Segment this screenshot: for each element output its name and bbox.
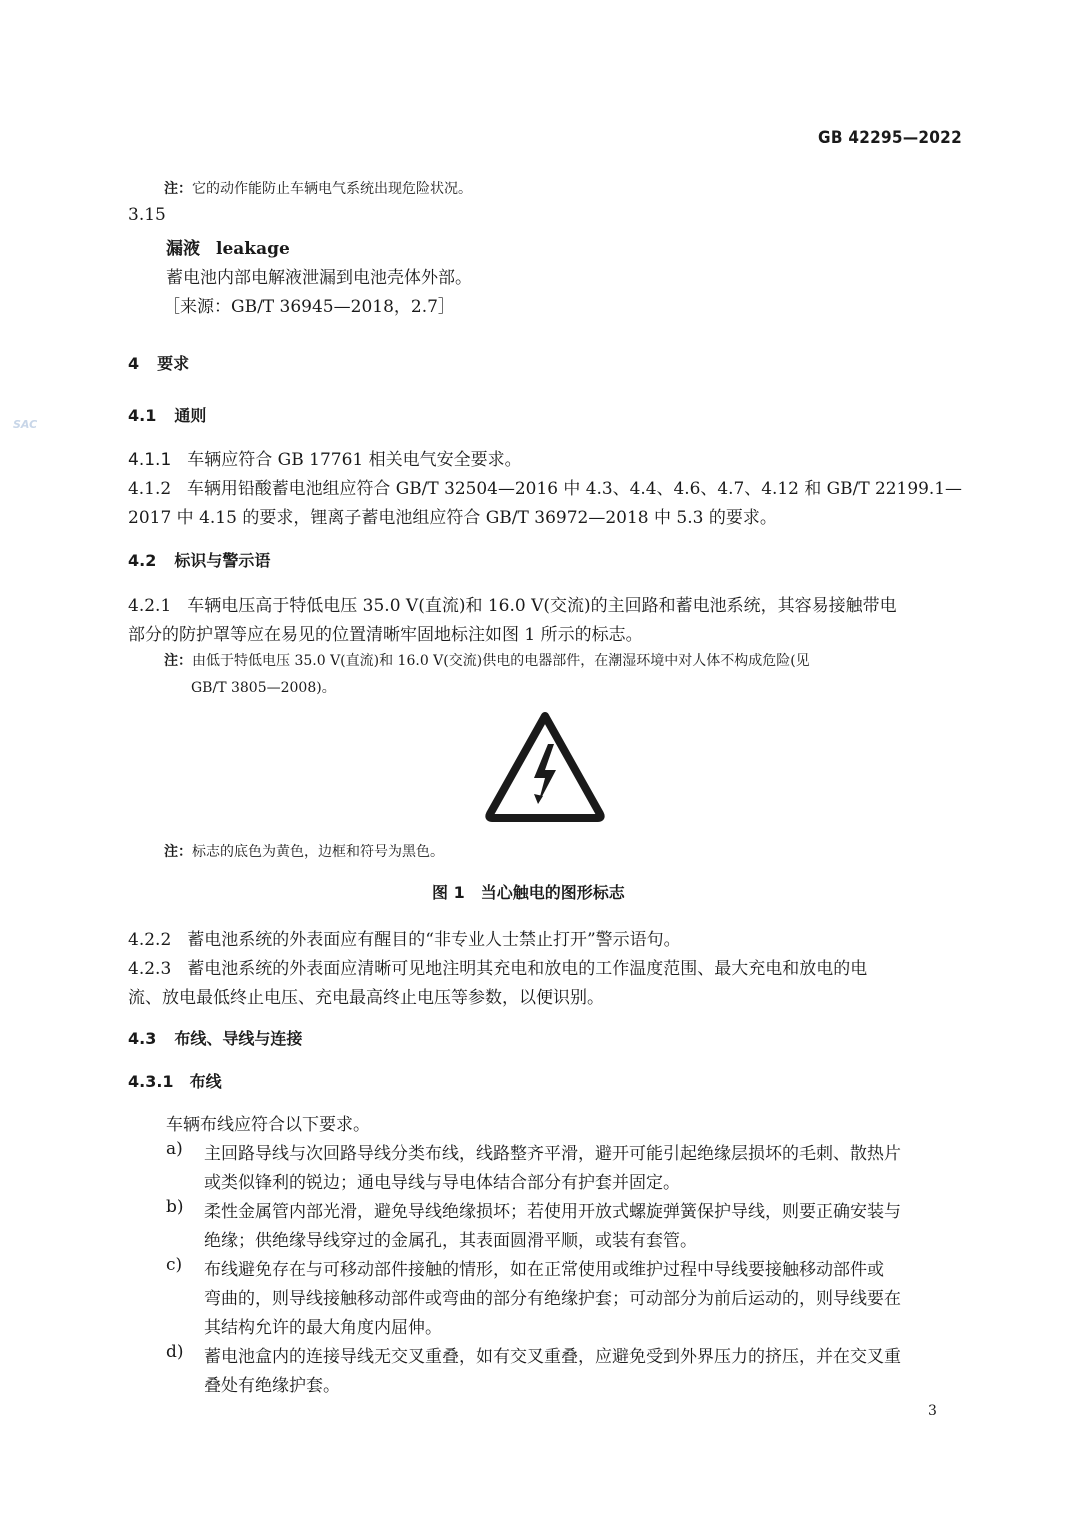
note-text: 它的动作能防止车辆电气系统出现危险状况。 [192, 181, 472, 197]
clause-4-2-3-line1 [128, 954, 867, 979]
clause-text: 车辆电压高于特低电压 35.0 V(直流)和 16.0 V(交流)的主回路和蓄电池系统，其容易接触带电 [187, 596, 897, 616]
clause-number: 4.1.2 [128, 479, 172, 499]
note-label: 注： [164, 844, 192, 860]
section-number: 4.3.1 [128, 1072, 174, 1091]
list-item-line: 弯曲的，则导线接触移动部件或弯曲的部分有绝缘护套；可动部分为前后运动的，则导线要在 [204, 1289, 901, 1309]
section-title: 通则 [174, 406, 207, 425]
section-4-3-heading [128, 1026, 302, 1049]
note-label: 注： [164, 181, 192, 197]
list-item-line: 或类似锋利的锐边；通电导线与导电体结合部分有护套并固定。 [204, 1173, 680, 1193]
clause-4-2-2 [128, 925, 681, 950]
note-3-14 [164, 178, 472, 198]
list-item-line: 叠处有绝缘护套。 [204, 1376, 340, 1396]
standard-code: GB 42295—2022 [818, 128, 962, 148]
term-definition: 蓄电池内部电解液泄漏到电池壳体外部。 [166, 268, 472, 288]
clause-4-2-3-line2: 流、放电最低终止电压、充电最高终止电压等参数，以便识别。 [128, 988, 604, 1008]
section-4-3-1-heading [128, 1069, 222, 1092]
wiring-intro: 车辆布线应符合以下要求。 [166, 1115, 370, 1135]
clause-number: 4.2.3 [128, 959, 172, 979]
section-4-1-heading [128, 403, 206, 426]
section-number: 4.1 [128, 406, 157, 425]
page-number: 3 [928, 1403, 937, 1419]
figure-note [164, 841, 444, 861]
clause-number: 4.2.1 [128, 596, 172, 616]
clause-text: 车辆用铅酸蓄电池组应符合 GB/T 32504—2016 中 4.3、4.4、4.6、4.7、4.12 和 GB/T 22199.1— [187, 479, 963, 499]
clause-4-2-1-line2: 部分的防护罩等应在易见的位置清晰牢固地标注如图 1 所示的标志。 [128, 625, 643, 645]
section-title: 布线 [189, 1072, 222, 1091]
note-4-2-1-line2: GB/T 3805—2008)。 [191, 680, 336, 696]
section-title: 布线、导线与连接 [174, 1029, 303, 1048]
section-4-2-heading [128, 548, 270, 571]
term-title [166, 234, 290, 259]
section-4-heading [128, 351, 189, 374]
section-number: 4.3 [128, 1029, 157, 1048]
list-item-line: 蓄电池盒内的连接导线无交叉重叠，如有交叉重叠，应避免受到外界压力的挤压，并在交叉重 [204, 1347, 901, 1367]
note-text: 由低于特低电压 35.0 V(直流)和 16.0 V(交流)供电的电器部件，在潮湿环境中对人体不构成危险(见 [192, 653, 810, 669]
clause-4-2-1-line1 [128, 591, 897, 616]
section-title: 标识与警示语 [174, 551, 271, 570]
clause-number: 4.2.2 [128, 930, 172, 950]
clause-4-1-1 [128, 445, 522, 470]
note-label: 注： [164, 653, 192, 669]
section-number: 4 [128, 354, 140, 373]
clause-number: 4.1.1 [128, 450, 172, 470]
sac-watermark: SAC [13, 418, 38, 431]
list-item-line: 绝缘；供绝缘导线穿过的金属孔，其表面圆滑平顺，或装有套管。 [204, 1231, 697, 1251]
term-source: ［来源：GB/T 36945—2018，2.7］ [163, 297, 455, 317]
list-item-marker: d) [166, 1342, 184, 1362]
clause-4-1-2-line2: 2017 中 4.15 的要求，锂离子蓄电池组应符合 GB/T 36972—2018 中 5.3 的要求。 [128, 508, 777, 528]
clause-text: 蓄电池系统的外表面应清晰可见地注明其充电和放电的工作温度范围、最大充电和放电的电 [187, 959, 868, 979]
list-item-line: 柔性金属管内部光滑，避免导线绝缘损坏；若使用开放式螺旋弹簧保护导线，则要正确安装与 [204, 1202, 901, 1222]
clause-4-1-2-line1 [128, 474, 962, 499]
section-title: 要求 [157, 354, 190, 373]
section-number: 4.2 [128, 551, 157, 570]
high-voltage-warning-icon [482, 708, 608, 824]
clause-text: 蓄电池系统的外表面应有醒目的“非专业人士禁止打开”警示语句。 [187, 930, 681, 950]
list-item-line: 布线避免存在与可移动部件接触的情形，如在正常使用或维护过程中导线要接触移动部件或 [204, 1260, 884, 1280]
list-item-marker: b) [166, 1197, 184, 1217]
term-number: 3.15 [128, 205, 166, 225]
figure-caption: 图 1 当心触电的图形标志 [432, 883, 625, 902]
note-4-2-1-line1 [164, 650, 810, 670]
list-item-line: 主回路导线与次回路导线分类布线，线路整齐平滑，避开可能引起绝缘层损坏的毛刺、散热片 [204, 1144, 901, 1164]
list-item-line: 其结构允许的最大角度内屈伸。 [204, 1318, 442, 1338]
list-item-marker: a) [166, 1139, 183, 1159]
clause-text: 车辆应符合 GB 17761 相关电气安全要求。 [187, 450, 522, 470]
term-en: leakage [216, 239, 290, 259]
list-item-marker: c) [166, 1255, 183, 1275]
note-text: 标志的底色为黄色，边框和符号为黑色。 [192, 844, 444, 860]
term-zh: 漏液 [166, 239, 200, 259]
